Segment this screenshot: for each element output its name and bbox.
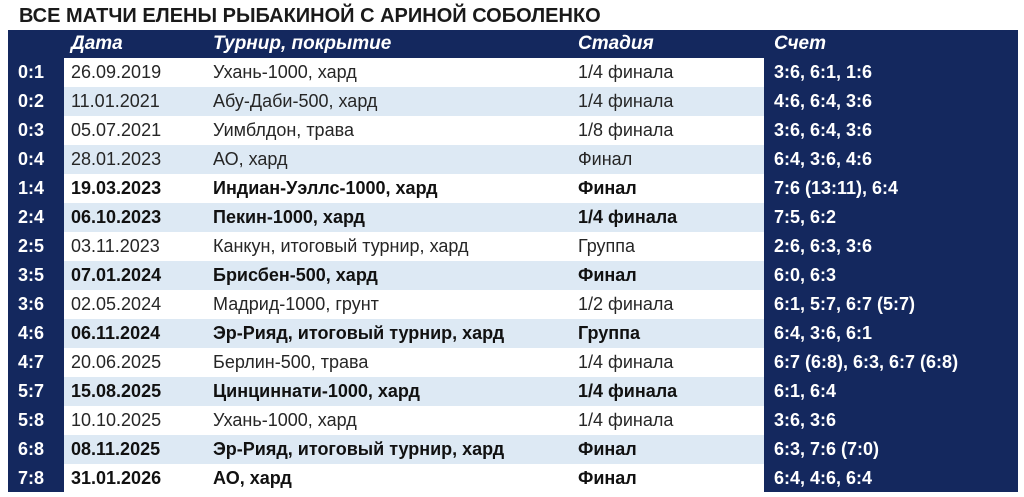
match-stage: 1/4 финала xyxy=(578,381,678,401)
match-score: 3:6, 6:1, 1:6 xyxy=(774,62,873,82)
match-stage: Финал xyxy=(578,265,637,285)
match-score: 2:6, 6:3, 3:6 xyxy=(774,236,873,256)
header-date: Дата xyxy=(71,33,123,54)
match-date: 19.03.2023 xyxy=(71,178,162,198)
header-tournament: Турнир, покрытие xyxy=(213,33,392,54)
table-row xyxy=(8,203,1018,232)
table-row xyxy=(8,319,1018,348)
match-score: 6:4, 3:6, 4:6 xyxy=(774,149,873,169)
tournament-surface: Индиан-Уэллс-1000, хард xyxy=(213,178,438,198)
head-to-head-count: 2:4 xyxy=(18,207,45,227)
head-to-head-count: 4:6 xyxy=(18,323,45,343)
tournament-surface: Мадрид-1000, грунт xyxy=(213,294,379,314)
match-score: 6:7 (6:8), 6:3, 6:7 (6:8) xyxy=(774,352,959,372)
match-score: 6:4, 3:6, 6:1 xyxy=(774,323,873,343)
tournament-surface: Ухань-1000, хард xyxy=(213,62,357,82)
head-to-head-count: 5:8 xyxy=(18,410,45,430)
match-stage: 1/4 финала xyxy=(578,352,674,372)
match-date: 26.09.2019 xyxy=(71,62,162,82)
match-score: 6:0, 6:3 xyxy=(774,265,837,285)
match-date: 06.10.2023 xyxy=(71,207,162,227)
tournament-surface: Брисбен-500, хард xyxy=(213,265,378,285)
head-to-head-count: 1:4 xyxy=(18,178,45,198)
match-date: 06.11.2024 xyxy=(71,323,161,343)
table-row xyxy=(8,232,1018,261)
head-to-head-count: 4:7 xyxy=(18,352,45,372)
table-header xyxy=(8,30,1018,58)
tournament-surface: АО, хард xyxy=(213,468,292,488)
header-score: Счет xyxy=(774,33,827,54)
head-to-head-count: 7:8 xyxy=(18,468,45,488)
head-to-head-count: 0:4 xyxy=(18,149,45,169)
match-stage: Финал xyxy=(578,468,637,488)
match-score: 6:1, 5:7, 6:7 (5:7) xyxy=(774,294,916,314)
page-title: ВСЕ МАТЧИ ЕЛЕНЫ РЫБАКИНОЙ С АРИНОЙ СОБОЛЕНКО xyxy=(19,5,601,27)
match-date: 03.11.2023 xyxy=(71,236,160,256)
match-date: 02.05.2024 xyxy=(71,294,162,314)
head-to-head-count: 3:6 xyxy=(18,294,45,314)
tournament-surface: Цинциннати-1000, хард xyxy=(213,381,420,401)
match-date: 07.01.2024 xyxy=(71,265,162,285)
table-row xyxy=(8,261,1018,290)
table-row xyxy=(8,348,1018,377)
match-date: 05.07.2021 xyxy=(71,120,162,140)
match-date: 08.11.2025 xyxy=(71,439,161,459)
tournament-surface: Эр-Рияд, итоговый турнир, хард xyxy=(213,439,505,459)
match-stage: 1/4 финала xyxy=(578,410,674,430)
tournament-surface: Канкун, итоговый турнир, хард xyxy=(213,236,469,256)
match-stage: 1/2 финала xyxy=(578,294,674,314)
tournament-surface: Ухань-1000, хард xyxy=(213,410,357,430)
head-to-head-count: 0:2 xyxy=(18,91,45,111)
table-row xyxy=(8,116,1018,145)
match-stage: 1/4 финала xyxy=(578,91,674,111)
match-date: 15.08.2025 xyxy=(71,381,162,401)
table-row xyxy=(8,87,1018,116)
table-row xyxy=(8,406,1018,435)
tournament-surface: Берлин-500, трава xyxy=(213,352,369,372)
table-row xyxy=(8,58,1018,87)
match-stage: 1/8 финала xyxy=(578,120,674,140)
tournament-surface: Пекин-1000, хард xyxy=(213,207,365,227)
match-date: 11.01.2021 xyxy=(71,91,160,111)
tournament-surface: АО, хард xyxy=(213,149,288,169)
head-to-head-count: 0:1 xyxy=(18,62,45,82)
match-score: 4:6, 6:4, 3:6 xyxy=(774,91,873,111)
matches-table xyxy=(8,30,1018,492)
head-to-head-count: 6:8 xyxy=(18,439,45,459)
head-to-head-count: 2:5 xyxy=(18,236,45,256)
match-score: 7:5, 6:2 xyxy=(774,207,837,227)
match-score: 7:6 (13:11), 6:4 xyxy=(774,178,899,198)
match-stage: Группа xyxy=(578,323,641,343)
match-score: 6:1, 6:4 xyxy=(774,381,837,401)
head-to-head-count: 5:7 xyxy=(18,381,45,401)
tournament-surface: Уимблдон, трава xyxy=(213,120,354,140)
table-row xyxy=(8,464,1018,493)
match-stage: 1/4 финала xyxy=(578,62,674,82)
match-stage: Финал xyxy=(578,178,637,198)
match-date: 31.01.2026 xyxy=(71,468,162,488)
match-date: 20.06.2025 xyxy=(71,352,162,372)
match-stage: Финал xyxy=(578,439,637,459)
head-to-head-count: 0:3 xyxy=(18,120,45,140)
match-score: 3:6, 3:6 xyxy=(774,410,837,430)
table-row xyxy=(8,145,1018,174)
match-stage: Группа xyxy=(578,236,636,256)
tournament-surface: Эр-Рияд, итоговый турнир, хард xyxy=(213,323,505,343)
match-stage: Финал xyxy=(578,149,633,169)
table-row xyxy=(8,435,1018,464)
match-date: 10.10.2025 xyxy=(71,410,162,430)
match-score: 6:4, 4:6, 6:4 xyxy=(774,468,873,488)
header-stage: Стадия xyxy=(578,33,654,54)
match-score: 3:6, 6:4, 3:6 xyxy=(774,120,873,140)
tournament-surface: Абу-Даби-500, хард xyxy=(213,91,378,111)
match-score: 6:3, 7:6 (7:0) xyxy=(774,439,880,459)
match-stage: 1/4 финала xyxy=(578,207,678,227)
table-row xyxy=(8,290,1018,319)
table-row xyxy=(8,377,1018,406)
head-to-head-count: 3:5 xyxy=(18,265,45,285)
table-row xyxy=(8,174,1018,203)
match-date: 28.01.2023 xyxy=(71,149,162,169)
